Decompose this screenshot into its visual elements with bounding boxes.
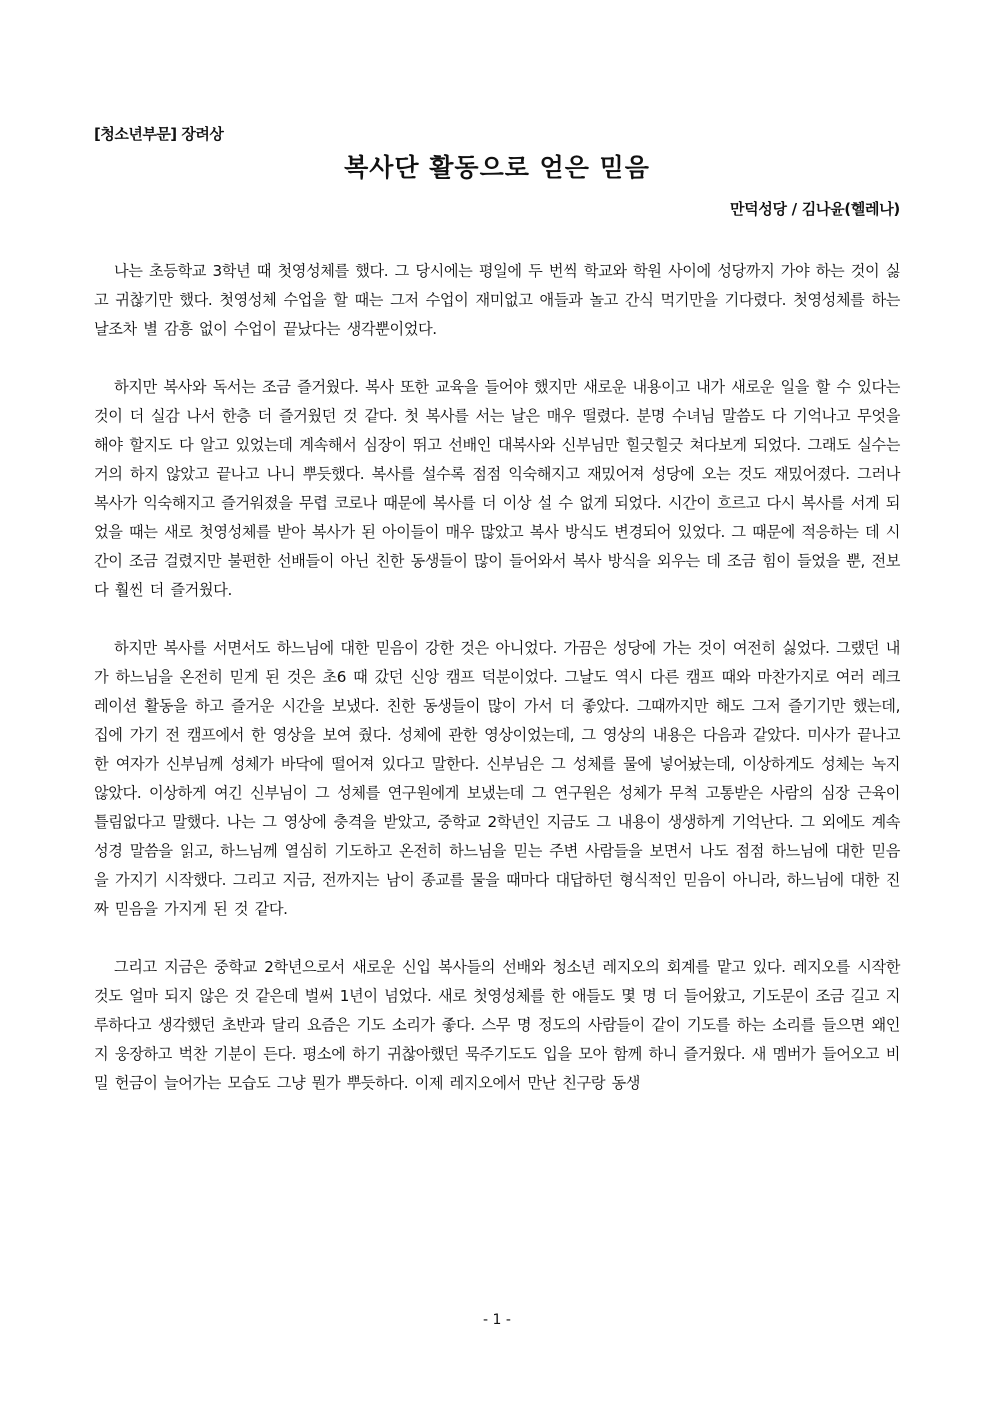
- essay-title: 복사단 활동으로 얻은 믿음: [344, 153, 650, 182]
- page-number: - 1 -: [483, 1312, 511, 1328]
- author-line: 만덕성당 / 김나윤(헬레나): [729, 200, 900, 218]
- paragraph-2: 하지만 복사와 독서는 조금 즐거웠다. 복사 또한 교육을 들어야 했지만 새로운 내용이고 내가 새로운 일을 할 수 있다는 것이 더 실감 나서 한층 더 즐거웠던 것 같다. 첫 복사를 서는 날은 매우 떨렸다. 분명 수녀님 말씀도 다 기억나고 무엇을 해야 할지도 다 알고 있었는데 계속해서 심장이 뛰고 선배인 대복사와 신부님만 힐긋힐긋 쳐다보게 되었다. 그래도 실수는 거의 하지 않았고 끝나고 나니 뿌듯했다. 복사를 설수록 점점 익숙해지고 재밌어져 성당에 오는 것도 재밌어졌다. 그러나 복사가 익숙해지고 즐거워졌을 무렵 코로나 때문에 복사를 더 이상 설 수 없게 되었다. 시간이 흐르고 다시 복사를 서게 되었을 때는 새로 첫영성체를 받아 복사가 된 아이들이 매우 많았고 복사 방식도 변경되어 있었다. 그 때문에 적응하는 데 시간이 조금 걸렸지만 불편한 선배들이 아닌 친한 동생들이 많이 들어와서 복사 방식을 외우는 데 조금 힘이 들었을 뿐, 전보다 훨씬 더 즐거웠다.: [94, 378, 900, 599]
- award-category: [청소년부문] 장려상: [94, 125, 224, 143]
- essay-body: [94, 257, 900, 1127]
- paragraph-4: 그리고 지금은 중학교 2학년으로서 새로운 신입 복사들의 선배와 청소년 레지오의 회계를 맡고 있다. 레지오를 시작한 것도 얼마 되지 않은 것 같은데 벌써 1년이 넘었다. 새로 첫영성체를 한 애들도 몇 명 더 들어왔고, 기도문이 조금 길고 지루하다고 생각했던 초반과 달리 요즘은 기도 소리가 좋다. 스무 명 정도의 사람들이 같이 기도를 하는 소리를 들으면 왜인지 웅장하고 벅찬 기분이 든다. 평소에 하기 귀찮아했던 묵주기도도 입을 모아 함께 하니 즐거웠다. 새 멤버가 들어오고 비밀 헌금이 늘어가는 모습도 그냥 뭔가 뿌듯하다. 이제 레지오에서 만난 친구랑 동생: [94, 958, 900, 1092]
- paragraph-1: 나는 초등학교 3학년 때 첫영성체를 했다. 그 당시에는 평일에 두 번씩 학교와 학원 사이에 성당까지 가야 하는 것이 싫고 귀찮기만 했다. 첫영성체 수업을 할 때는 그저 수업이 재미없고 애들과 놀고 간식 먹기만을 기다렸다. 첫영성체를 하는 날조차 별 감흥 없이 수업이 끝났다는 생각뿐이었다.: [94, 262, 900, 338]
- paragraph-3: 하지만 복사를 서면서도 하느님에 대한 믿음이 강한 것은 아니었다. 가끔은 성당에 가는 것이 여전히 싫었다. 그랬던 내가 하느님을 온전히 믿게 된 것은 초6 때 갔던 신앙 캠프 덕분이었다. 그날도 역시 다른 캠프 때와 마찬가지로 여러 레크레이션 활동을 하고 즐거운 시간을 보냈다. 친한 동생들이 많이 가서 더 좋았다. 그때까지만 해도 그저 즐기기만 했는데, 집에 가기 전 캠프에서 한 영상을 보여 줬다. 성체에 관한 영상이었는데, 그 영상의 내용은 다음과 같았다. 미사가 끝나고 한 여자가 신부님께 성체가 바닥에 떨어져 있다고 말한다. 신부님은 그 성체를 물에 넣어놨는데, 이상하게도 성체는 녹지 않았다. 이상하게 여긴 신부님이 그 성체를 연구원에게 보냈는데 그 연구원은 성체가 무척 고통받은 사람의 심장 근육이 틀림없다고 말했다. 나는 그 영상에 충격을 받았고, 중학교 2학년인 지금도 그 내용이 생생하게 기억난다. 그 외에도 계속 성경 말씀을 읽고, 하느님께 열심히 기도하고 온전히 하느님을 믿는 주변 사람들을 보면서 나도 점점 하느님에 대한 믿음을 가지기 시작했다. 그리고 지금, 전까지는 남이 종교를 물을 때마다 대답하던 형식적인 믿음이 아니라, 하느님에 대한 진짜 믿음을 가지게 된 것 같다.: [94, 639, 900, 918]
